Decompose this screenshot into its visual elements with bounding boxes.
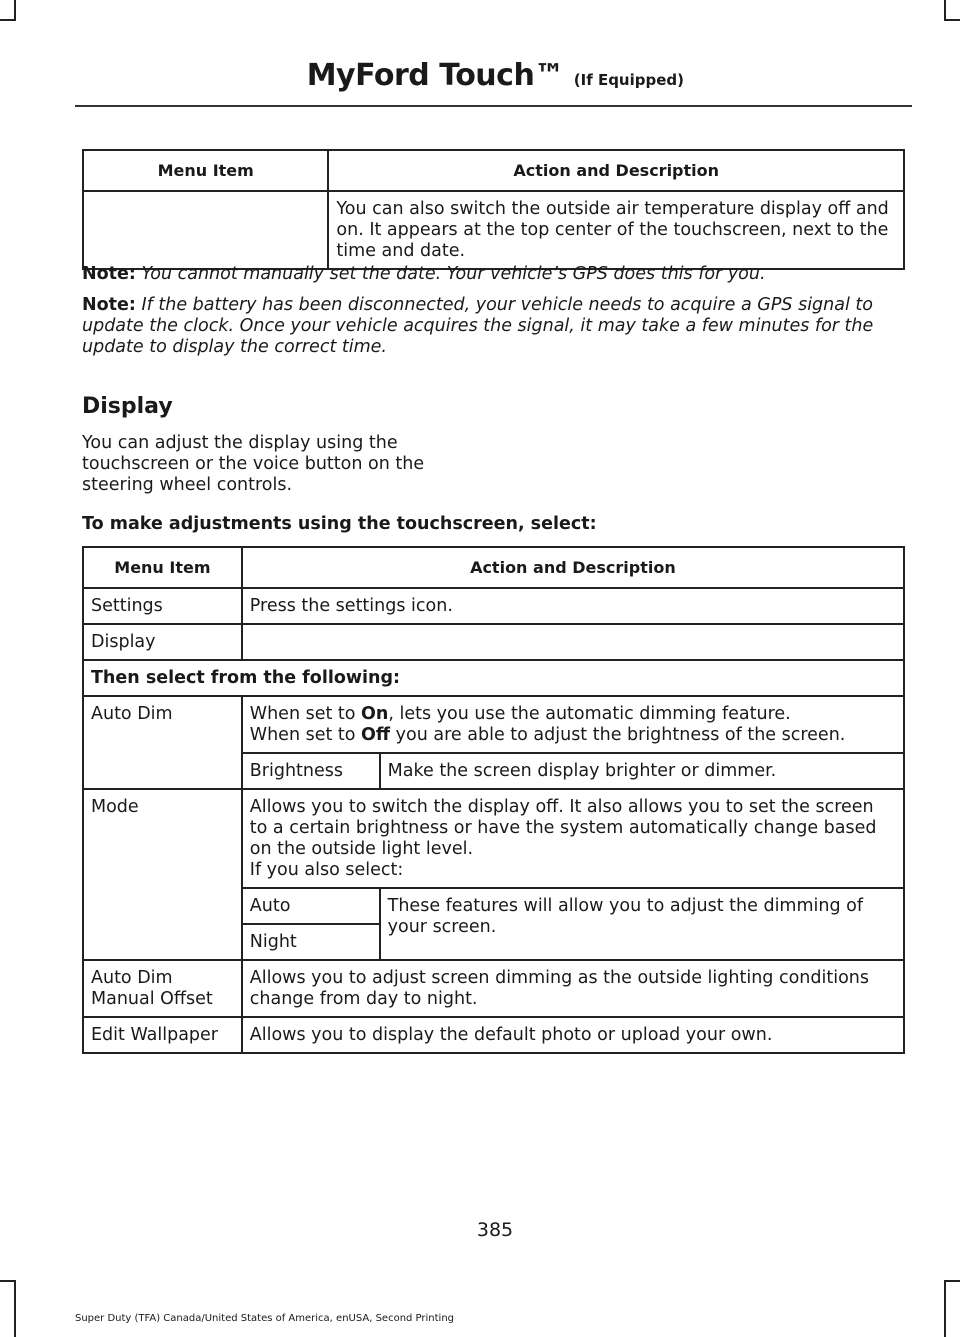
- action-settings: Press the settings icon.: [242, 588, 904, 624]
- table-row: [83, 191, 904, 269]
- then-select-row: Then select from the following:: [83, 660, 904, 696]
- table-row: [83, 660, 904, 696]
- menu-item-edit-wallpaper: Edit Wallpaper: [83, 1017, 242, 1053]
- crop-mark: [0, 19, 16, 21]
- crop-mark: [944, 0, 946, 20]
- crop-mark: [14, 0, 16, 20]
- page-title-suffix: (If Equipped): [573, 71, 684, 89]
- menu-item-mode: Mode: [83, 789, 242, 960]
- page-title: [307, 56, 684, 100]
- page-number: 385: [476, 1219, 514, 1241]
- action-auto-night: These features will allow you to adjust the dimming of your screen.: [380, 888, 904, 960]
- note-text: You cannot manually set the date. Your vehicle’s GPS does this for you.: [141, 264, 766, 284]
- column-header-action: Action and Description: [242, 547, 904, 588]
- note-label: Note:: [82, 295, 136, 315]
- text-fragment: , lets you use the automatic dimming feature.: [388, 704, 791, 724]
- note-label: Note:: [82, 264, 136, 284]
- table-continued: [82, 149, 905, 270]
- column-header-menu-item: Menu Item: [83, 150, 328, 191]
- section-intro: You can adjust the display using the touchscreen or the voice button on the steering wheel controls.: [82, 433, 425, 495]
- table-row: [83, 624, 904, 660]
- menu-item-cell: [83, 191, 328, 269]
- action-auto-dim: [242, 696, 904, 753]
- section-lead: To make adjustments using the touchscreen, select:: [82, 514, 597, 534]
- text-fragment: you are able to adjust the brightness of the screen.: [390, 725, 846, 745]
- action-mode: [242, 789, 904, 888]
- column-header-menu-item: Menu Item: [83, 547, 242, 588]
- menu-item-auto-dim: Auto Dim: [83, 696, 242, 789]
- note-text: If the battery has been disconnected, your vehicle needs to acquire a GPS signal to update the clock. Once your vehicle acquires the signal, it may take a few minutes for the update to display the correct time.: [82, 295, 874, 357]
- text-fragment: When set to: [249, 704, 362, 724]
- action-display: [242, 624, 904, 660]
- mode-description: Allows you to switch the display off. It also allows you to set the screen to a certain brightness or have the system automatically change based on the outside light level.: [249, 797, 877, 859]
- note-battery: [82, 295, 912, 358]
- auto-dim-off-line: [250, 725, 896, 746]
- action-manual-offset: Allows you to adjust screen dimming as the outside lighting conditions change from day to night.: [242, 960, 904, 1017]
- menu-item-auto: Auto: [242, 888, 380, 924]
- section-heading: Display: [82, 394, 173, 419]
- footer-text: Super Duty (TFA) Canada/United States of America, enUSA, Second Printing: [75, 1313, 455, 1324]
- menu-item-auto-dim-manual-offset: [83, 960, 242, 1017]
- offset-line-2: Manual Offset: [91, 989, 213, 1009]
- action-brightness: Make the screen display brighter or dimmer.: [380, 753, 904, 789]
- table-row: [83, 696, 904, 753]
- action-cell: You can also switch the outside air temperature display off and on. It appears at the top center of the touchscreen, next to the time and date.: [328, 191, 904, 269]
- text-fragment: When set to: [249, 725, 362, 745]
- table-header-row: [83, 150, 904, 191]
- page-title-main: MyFord Touch™: [306, 58, 564, 93]
- off-keyword: Off: [361, 725, 391, 745]
- on-keyword: On: [361, 704, 389, 724]
- table-row: [83, 588, 904, 624]
- menu-item-night: Night: [242, 924, 380, 960]
- mode-if-select: If you also select:: [249, 860, 404, 880]
- menu-item-display: Display: [83, 624, 242, 660]
- offset-line-1: Auto Dim: [91, 968, 173, 988]
- action-edit-wallpaper: Allows you to display the default photo or upload your own.: [242, 1017, 904, 1053]
- table-header-row: [83, 547, 904, 588]
- header-rule: [75, 105, 912, 107]
- crop-mark: [14, 1280, 16, 1337]
- crop-mark: [944, 1280, 960, 1282]
- crop-mark: [944, 1280, 946, 1337]
- column-header-action: Action and Description: [328, 150, 904, 191]
- menu-item-brightness: Brightness: [242, 753, 380, 789]
- note-date: [82, 264, 912, 285]
- table-row: [83, 1017, 904, 1053]
- table-row: [83, 960, 904, 1017]
- auto-dim-on-line: [250, 704, 896, 725]
- menu-item-settings: Settings: [83, 588, 242, 624]
- crop-mark: [944, 19, 960, 21]
- display-menu-table: [82, 546, 905, 1054]
- table-row: [83, 789, 904, 888]
